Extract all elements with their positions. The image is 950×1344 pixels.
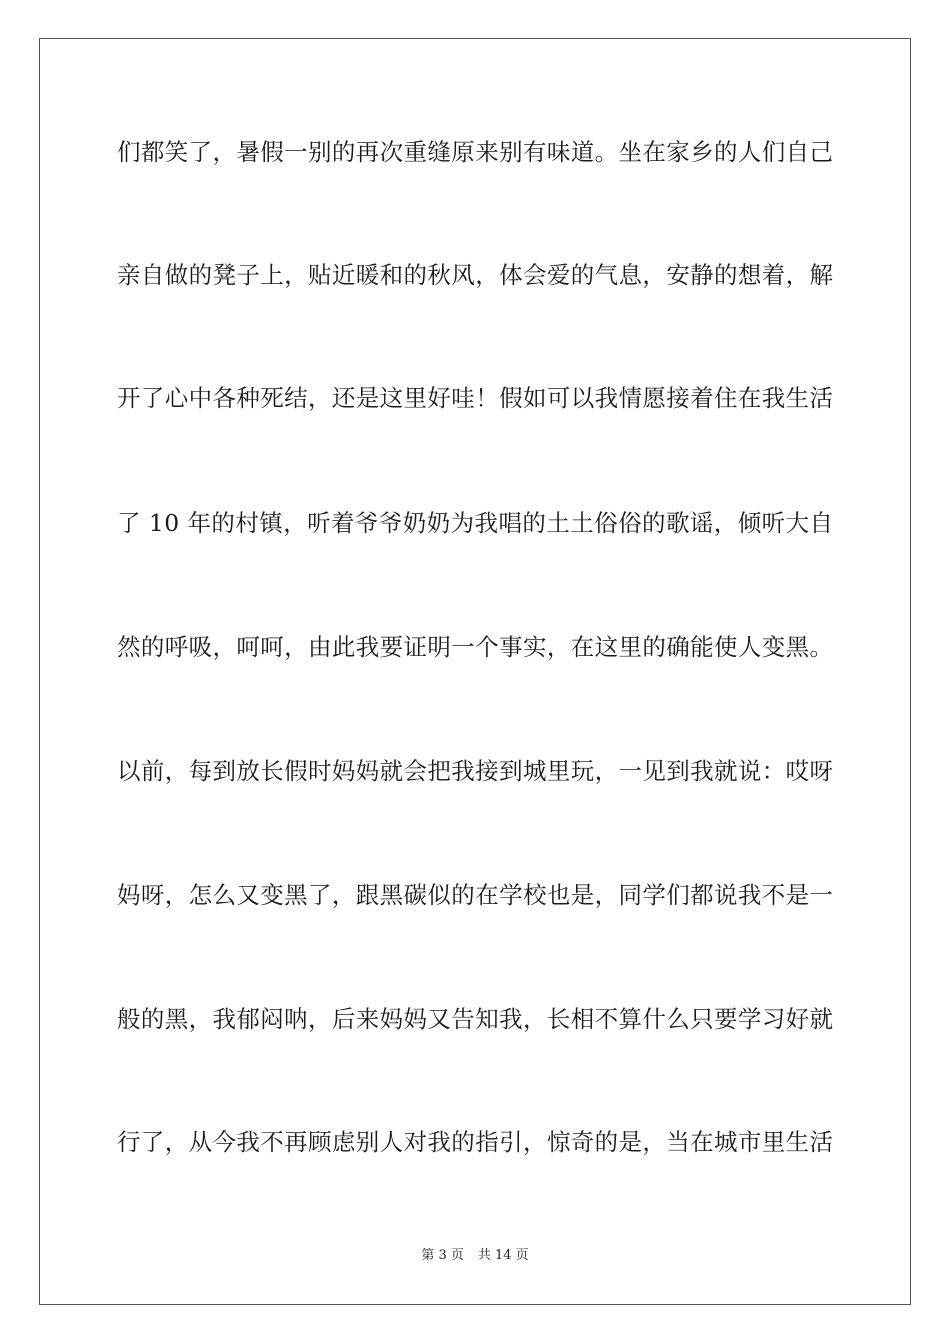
- body-text-line: 以前，每到放长假时妈妈就会把我接到城里玩，一见到我就说：哎呀: [117, 757, 834, 785]
- body-text-line: 行了，从今我不再顾虑别人对我的指引，惊奇的是，当在城市里生活: [117, 1128, 834, 1156]
- body-text-line: 开了心中各种死结，还是这里好哇！假如可以我情愿接着住在我生活: [117, 384, 834, 412]
- page-total: 共 14 页: [477, 1248, 529, 1263]
- body-text-line: 了 10 年的村镇，听着爷爷奶奶为我唱的土土俗俗的歌谣，倾听大自: [117, 509, 834, 537]
- page-border: [39, 38, 911, 1305]
- body-text-line: 们都笑了，暑假一别的再次重缝原来别有味道。坐在家乡的人们自己: [117, 138, 834, 166]
- body-text-line: 然的呼吸，呵呵，由此我要证明一个事实，在这里的确能使人变黑。: [117, 633, 834, 661]
- page-number: 第 3 页: [421, 1248, 464, 1263]
- page-footer: [0, 1247, 950, 1265]
- body-text-line: 妈呀，怎么又变黑了，跟黑碳似的在学校也是，同学们都说我不是一: [117, 881, 834, 909]
- body-text-line: 亲自做的凳子上，贴近暖和的秋风，体会爱的气息，安静的想着，解: [117, 261, 834, 289]
- body-text-line: 般的黑，我郁闷呐，后来妈妈又告知我，长相不算什么只要学习好就: [117, 1005, 834, 1033]
